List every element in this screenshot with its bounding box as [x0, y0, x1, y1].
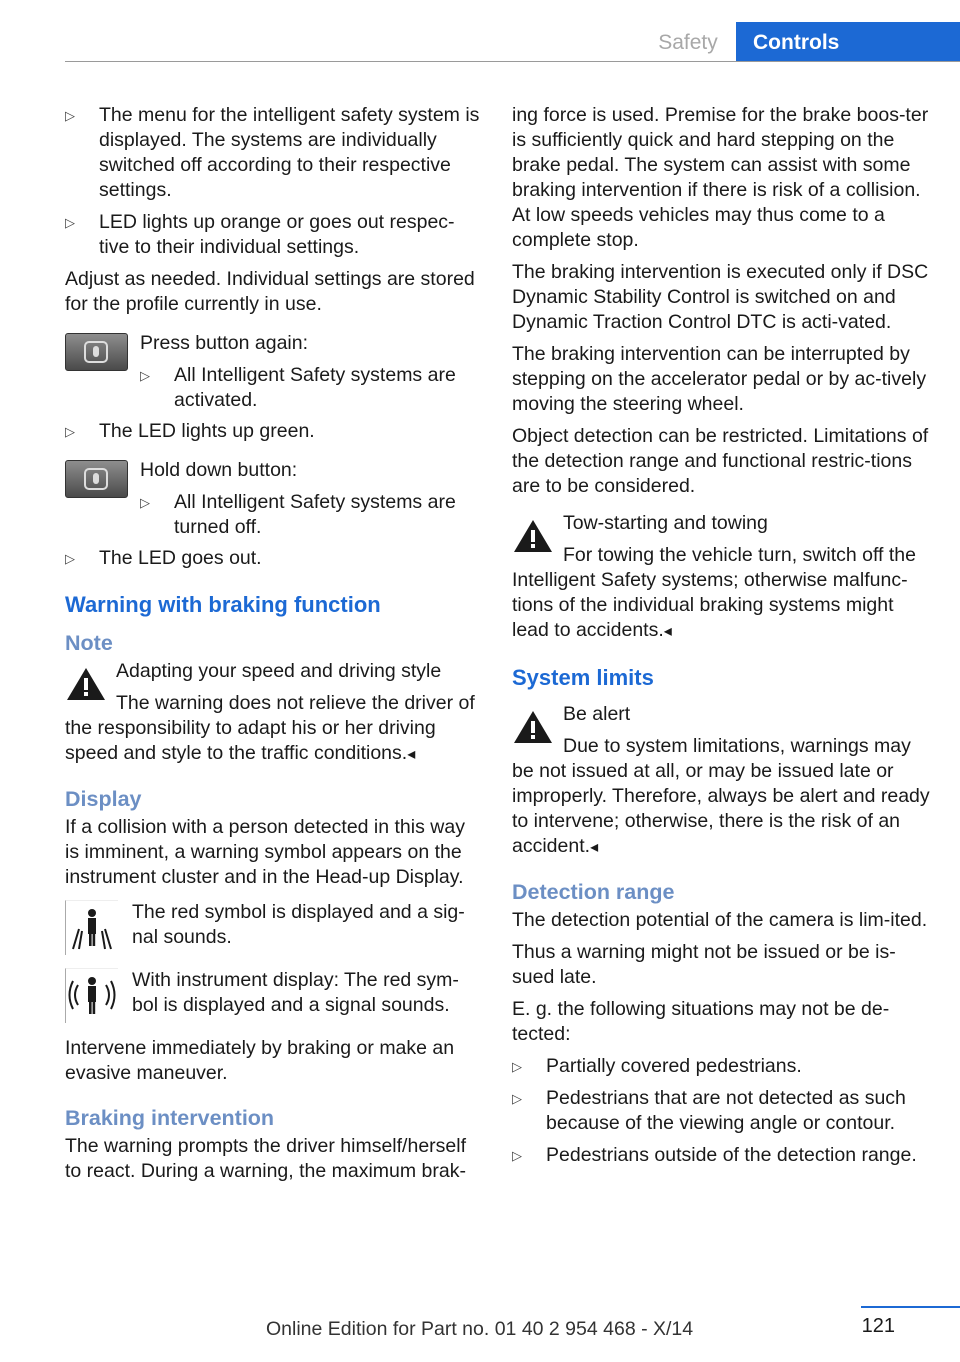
- subsection-heading: Display: [65, 787, 142, 811]
- warning-note: Be alert Due to system limitations, warnings may be not issued at all, or may be issued late or improperly. Therefore, always be alert and ready to intervene; otherwise, there is the risk of an accident.◂: [512, 703, 930, 857]
- intelligent-safety-button-icon: [65, 460, 128, 498]
- list-item: ▷ Partially covered pedestrians.: [512, 1055, 802, 1077]
- bullet-icon: ▷: [65, 108, 75, 123]
- subsection-heading: Braking intervention: [65, 1106, 275, 1130]
- warning-triangle-icon: [512, 517, 554, 555]
- symbol-row: The red symbol is displayed and a sig-nal sounds.: [65, 900, 480, 956]
- warning-triangle-icon: [65, 665, 107, 703]
- paragraph: The detection potential of the camera is lim-ited.: [512, 909, 928, 931]
- section-heading: System limits: [512, 665, 654, 690]
- header-tab-controls: Controls: [736, 22, 960, 62]
- bullet-icon: ▷: [140, 368, 150, 383]
- bullet-icon: ▷: [65, 215, 75, 230]
- paragraph: Adjust as needed. Individual settings are stored for the profile currently in use.: [65, 268, 475, 315]
- bullet-icon: ▷: [65, 424, 75, 439]
- list-item: ▷ LED lights up orange or goes out respec-tive to their individual settings.: [65, 211, 455, 258]
- paragraph: Thus a warning might not be issued or be is-sued late.: [512, 941, 896, 988]
- warning-triangle-icon: [512, 708, 554, 746]
- subsection-heading: Note: [65, 631, 113, 655]
- bullet-icon: ▷: [65, 551, 75, 566]
- paragraph: ing force is used. Premise for the brake boos-ter is sufficiently quick and hard stepping on the brake pedal. The system can assist with some braking intervention if there is risk of a collision. At low speeds vehicles may thus come to a complete stop.: [512, 104, 929, 251]
- symbol-row: With instrument display: The red sym-bol is displayed and a signal sounds.: [65, 968, 480, 1024]
- paragraph: The braking intervention can be interrupted by stepping on the accelerator pedal or by ac-tively moving the steering wheel.: [512, 343, 927, 415]
- bullet-icon: ▷: [512, 1059, 522, 1074]
- paragraph: E. g. the following situations may not be de-tected:: [512, 998, 890, 1045]
- hold-down-block: Hold down button: ▷ All Intelligent Safety systems are turned off.: [65, 458, 480, 540]
- end-mark-icon: ◂: [590, 839, 599, 856]
- warning-note: Tow-starting and towing For towing the vehicle turn, switch off the Intelligent Safety systems; otherwise malfunc-tions of the individual braking systems might lead to accidents.◂: [512, 512, 916, 641]
- intelligent-safety-button-icon: [65, 333, 128, 371]
- end-mark-icon: ◂: [663, 623, 672, 640]
- paragraph: Object detection can be restricted. Limitations of the detection range and functional restric-tions are to be considered.: [512, 425, 929, 497]
- header-tab-safety: Safety: [658, 31, 718, 54]
- paragraph: Intervene immediately by braking or make an evasive maneuver.: [65, 1037, 455, 1084]
- pedestrian-sound-icon: [65, 968, 118, 1023]
- end-mark-icon: ◂: [407, 746, 416, 763]
- list-item: ▷ Pedestrians outside of the detection range.: [512, 1144, 917, 1166]
- left-column: [65, 103, 480, 1191]
- list-item: ▷ The LED goes out.: [65, 547, 262, 569]
- list-item: ▷ The menu for the intelligent safety system is displayed. The systems are individually switched off according to their respective settings.: [65, 104, 480, 201]
- right-column: [512, 103, 932, 1175]
- bullet-icon: ▷: [512, 1148, 522, 1163]
- list-item: ▷ All Intelligent Safety systems are activated.: [140, 364, 456, 411]
- paragraph: The braking intervention is executed only if DSC Dynamic Stability Control is switched on and Dynamic Traction Control DTC is acti-vated.: [512, 261, 929, 333]
- footer-edition: Online Edition for Part no. 01 40 2 954 468 - X/14: [266, 1318, 694, 1340]
- page-number: 121: [861, 1315, 895, 1337]
- paragraph: If a collision with a person detected in this way is imminent, a warning symbol appears on the instrument cluster and in the Head-up Display.: [65, 816, 465, 888]
- list-item: ▷ All Intelligent Safety systems are turned off.: [140, 491, 456, 538]
- header-rule: [65, 61, 960, 62]
- list-item: ▷ Pedestrians that are not detected as such because of the viewing angle or contour.: [512, 1087, 906, 1134]
- bullet-icon: ▷: [140, 495, 150, 510]
- footer-rule: [861, 1306, 960, 1308]
- section-heading: Warning with braking function: [65, 592, 381, 617]
- subsection-heading: Detection range: [512, 880, 675, 904]
- press-again-block: Press button again: ▷ All Intelligent Safety systems are activated.: [65, 331, 480, 413]
- bullet-icon: ▷: [512, 1091, 522, 1106]
- list-item: ▷ The LED lights up green.: [65, 420, 315, 442]
- pedestrian-warning-icon: [65, 900, 118, 955]
- warning-note: Adapting your speed and driving style The warning does not relieve the driver of the responsibility to adapt his or her driving speed and style to the traffic conditions.◂: [65, 660, 475, 764]
- paragraph: The warning prompts the driver himself/herself to react. During a warning, the maximum brak-: [65, 1135, 466, 1182]
